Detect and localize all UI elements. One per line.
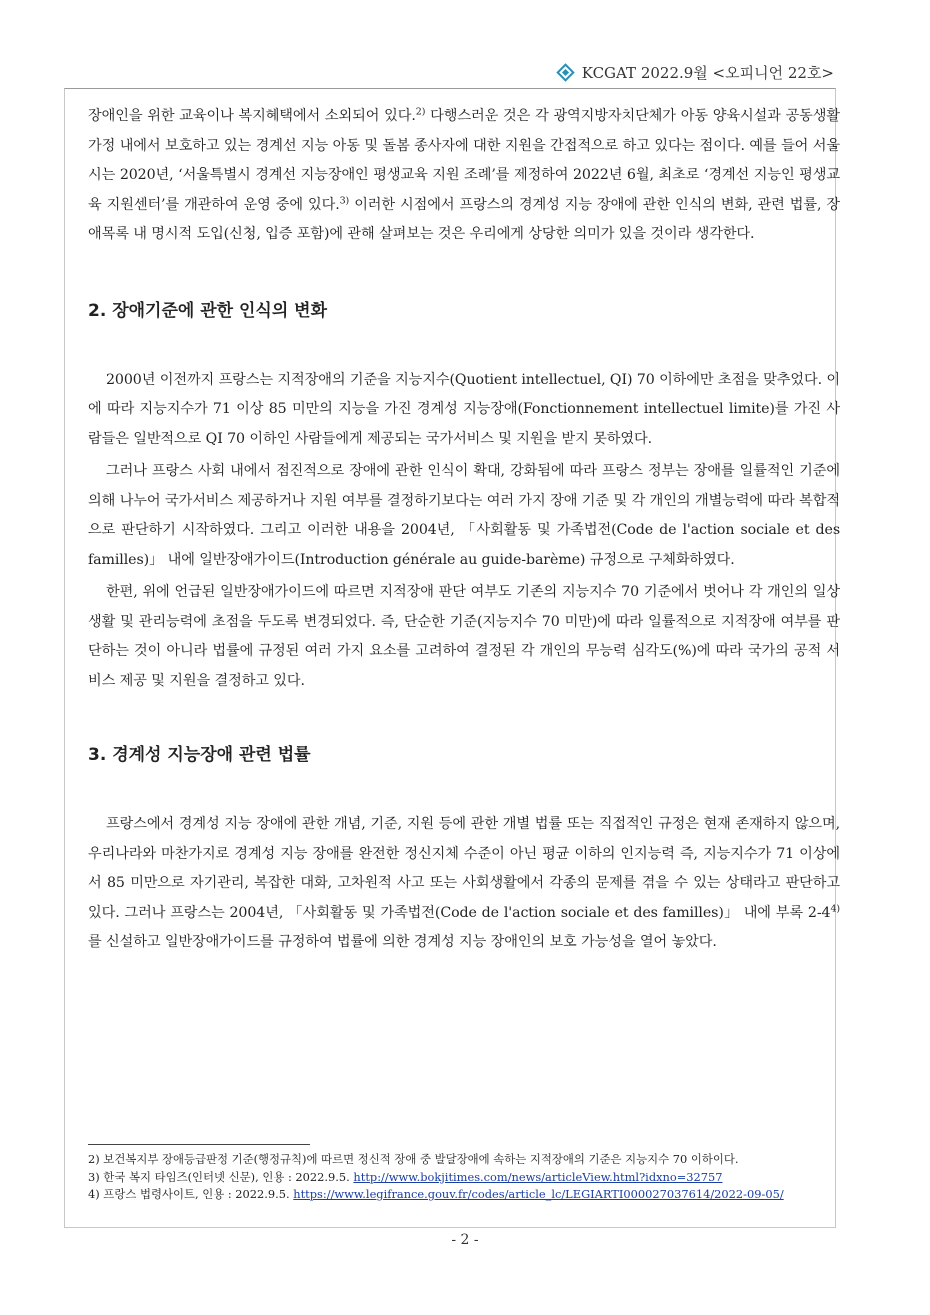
footnote-3-link[interactable]: http://www.bokjitimes.com/news/articleView.html?idxno=32757 [353,1169,723,1184]
page-number: - 2 - [451,1232,479,1248]
intro-paragraph: 장애인을 위한 교육이나 복지혜택에서 소외되어 있다.$^{2)}$ 다행스러운 것은 각 광역지방자치단체가 아동 양육시설과 공동생활가정 내에서 보호하고 있는 경계선 지능 아동 및 돌봄 종사자에 대한 지원을 간접적으로 하고 있다는 점이다. 예를 들어 서울시는 2020년, ‘서울특별시 경계선 지능장애인 평생교육 지원 조례’를 제정하여 2022년 6월, 최초로 ‘경계선 지능인 평생교육 지원센터’를 개관하여 운영 중에 있다.$^{3)}$ 이러한 시점에서 프랑스의 경계성 지능 장애에 관한 인식의 변화, 관련 법률, 장애목록 내 명시적 도입(신청, 입증 포함)에 관해 살펴보는 것은 우리에게 상당한 의미가 있을 것이라 생각한다. [88,106,840,242]
footnote-ref-3[interactable]: 3) [339,194,350,206]
section-3-paragraph: 프랑스에서 경계성 지능 장애에 관한 개념, 기준, 지원 등에 관한 개별 법률 또는 직접적인 규정은 현재 존재하지 않으며, 우리나라와 마찬가지로 경계성 지능 장애를 완전한 정신지체 수준이 아닌 평균 이하의 인지능력 즉, 지능지수가 71 이상에서 85 미만으로 자기관리, 복잡한 대화, 고차원적 사고 또는 사회생활에서 각종의 문제를 겪을 수 있는 상태라고 판단하고 있다. 그러나 프랑스는 2004년, 「사회활동 및 가족법전(Code de l'action sociale et des familles)」 내에 부록 2-4$^{4)}$를 신설하고 일반장애가이드를 규정하여 법률에 의한 경계성 지능 장애인의 보호 가능성을 열어 놓았다. [88,816,840,950]
footnote-4: 4) 프랑스 법령사이트, 인용 : 2022.9.5. https://www.legifrance.gouv.fr/codes/article_lc/LEGIARTI000027037614/2022-09-05/ [88,1187,784,1201]
footnote-divider [88,1144,310,1145]
diamond-bullet-icon [556,63,574,81]
footnote-3: 3) 한국 복지 타임즈(인터넷 신문), 인용 : 2022.9.5. http://www.bokjitimes.com/news/articleView.html?idxno=32757 [88,1169,723,1184]
section-2-paragraph-2: 그러나 프랑스 사회 내에서 점진적으로 장애에 관한 인식이 확대, 강화됨에 따라 프랑스 정부는 장애를 일률적인 기준에 의해 나누어 국가서비스 제공하거나 지원 여부를 결정하기보다는 여러 가지 장애 기준 및 각 개인의 개별능력에 따라 복합적으로 판단하기 시작하였다. 그리고 이러한 내용을 2004년, 「사회활동 및 가족법전(Code de l'action sociale et des familles)」 내에 일반장애가이드(Introduction générale au guide-barème) 규정으로 구체화하였다. [88,463,840,568]
section-2-paragraph-3: 한편, 위에 언급된 일반장애가이드에 따르면 지적장애 판단 여부도 기존의 지능지수 70 기준에서 벗어나 각 개인의 일상생활 및 관리능력에 초점을 두도록 변경되었다. 즉, 단순한 기준(지능지수 70 미만)에 따라 일률적으로 지적장애 여부를 판단하는 것이 아니라 법률에 규정된 여러 가지 요소를 고려하여 결정된 각 개인의 무능력 심각도(%)에 따라 국가의 공적 서비스 제공 및 지원을 결정하고 있다. [88,584,840,689]
footnote-2: 2) 보건복지부 장애등급판정 기준(행정규칙)에 따르면 정신적 장애 중 발달장애에 속하는 지적장애의 기준은 지능지수 70 이하이다. [88,1152,739,1166]
footnotes [88,1144,833,1204]
footnote-ref-4[interactable]: 4) [830,902,840,914]
body-content [88,102,840,958]
page-header [559,62,834,83]
footnote-ref-2[interactable]: 2) [415,106,426,118]
section-2-heading: 2. 장애기준에 관한 인식의 변화 [88,300,328,321]
section-3-heading: 3. 경계성 지능장애 관련 법률 [88,745,311,765]
header-text: KCGAT 2022.9월 <오피니언 22호> [581,64,834,82]
footnote-4-link[interactable]: https://www.legifrance.gouv.fr/codes/article_lc/LEGIARTI000027037614/2022-09-05/ [293,1187,784,1201]
section-2-paragraph-1: 2000년 이전까지 프랑스는 지적장애의 기준을 지능지수(Quotient intellectuel, QI) 70 이하에만 초점을 맞추었다. 이에 따라 지능지수가 71 이상 85 미만의 지능을 가진 경계성 지능장애(Fonctionnement intellectuel limite)를 가진 사람들은 일반적으로 QI 70 이하인 사람들에게 제공되는 국가서비스 및 지원을 받지 못하였다. [88,371,840,447]
